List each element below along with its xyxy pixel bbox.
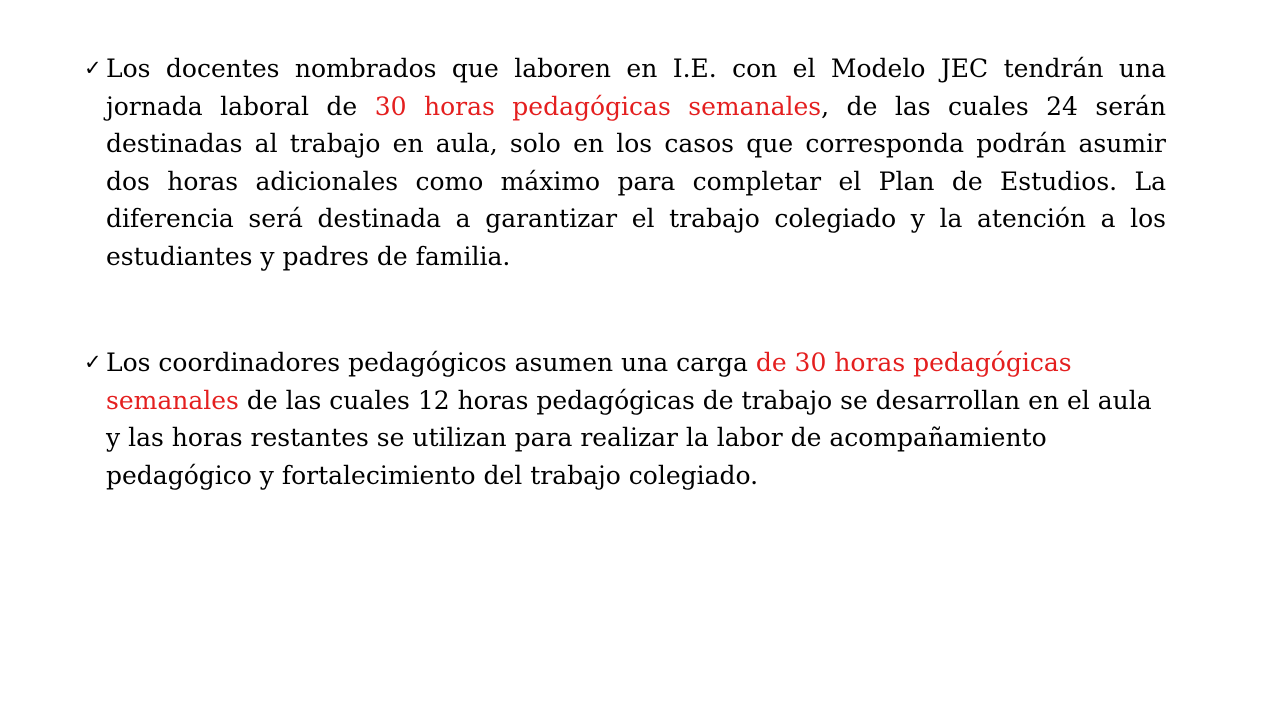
bullet-text: Los coordinadores pedagógicos asumen una carga	[106, 348, 756, 377]
bullet-item-coordinadores	[84, 344, 1166, 494]
bullet-item-jornada-docentes	[84, 50, 1166, 275]
checkmark-icon: ✓	[84, 350, 102, 374]
bullet-text: , de las cuales 24 serán destinadas al trabajo en aula, solo en los casos que corresponda podrán asumir dos horas adicionales como máximo para completar el Plan de Estudios. La diferencia será destinada a garantizar el trabajo colegiado y la atención a los estudiantes y padres de familia.	[106, 91, 1166, 271]
bullet-text: Los docentes nombrados que laboren en I.E. con el Modelo JEC tendrán una jornada laboral de	[106, 54, 1166, 121]
bullet-paragraph	[106, 344, 1166, 494]
bullet-text: de las cuales 12 horas pedagógicas de trabajo se desarrollan en el aula y las horas restantes se utilizan para realizar la labor de acompañamiento pedagógico y fortalecimiento del trabajo colegiado.	[106, 385, 1152, 490]
highlighted-text: 30 horas pedagógicas semanales	[374, 91, 822, 121]
bullet-paragraph	[106, 50, 1166, 275]
highlighted-text: de 30 horas pedagógicas semanales	[106, 348, 1072, 415]
checkmark-icon: ✓	[84, 56, 102, 80]
